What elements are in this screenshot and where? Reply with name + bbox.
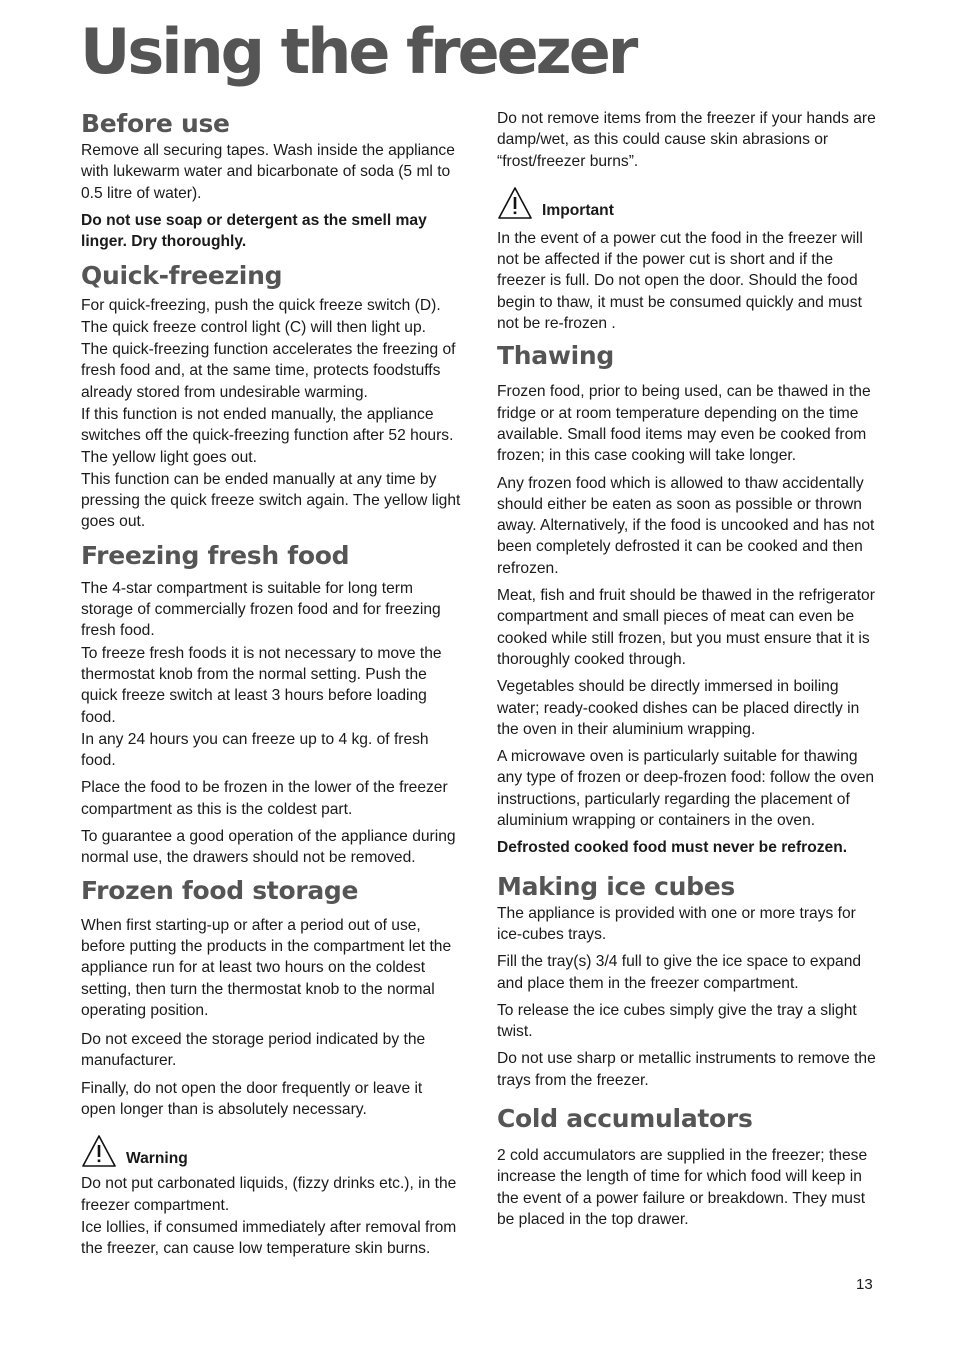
freezing-fresh-food-text: Place the food to be frozen in the lower of the freezer compartment as this is the coldest part.: [81, 779, 448, 818]
ice-cubes-text: Do not use sharp or metallic instruments to remove the trays from the freezer.: [497, 1050, 876, 1089]
section-heading-cold-accumulators: Cold accumulators: [497, 1103, 753, 1133]
important-notice: [497, 186, 881, 220]
section-heading-making-ice-cubes: Making ice cubes: [497, 871, 735, 901]
freezing-fresh-food-text: To guarantee a good operation of the appliance during normal use, the drawers should not be removed.: [81, 828, 456, 867]
warning-text: Ice lollies, if consumed immediately after removal from the freezer, can cause low temperature skin burns.: [81, 1218, 457, 1258]
left-column: [81, 108, 461, 1260]
important-label: Important: [542, 201, 614, 219]
section-heading-before-use: Before use: [81, 109, 230, 138]
section-heading-frozen-food-storage: Frozen food storage: [81, 875, 359, 905]
damp-hands-text: Do not remove items from the freezer if your hands are damp/wet, as this could cause skin abrasions or “frost/freezer burns”.: [497, 110, 876, 170]
freezing-fresh-food-text: In any 24 hours you can freeze up to 4 kg. of fresh food.: [81, 730, 429, 770]
warning-notice: [81, 1134, 461, 1168]
cold-accumulators-text: 2 cold accumulators are supplied in the freezer; these increase the length of time for which food will keep in the event of a power failure or breakdown. They must be placed in the top drawer.: [497, 1146, 868, 1228]
before-use-caution: Do not use soap or detergent as the smell may linger. Dry thoroughly.: [81, 211, 427, 251]
ice-cubes-text: Fill the tray(s) 3/4 full to give the ice space to expand and place them in the freezer compartment.: [497, 953, 862, 992]
page-number: 13: [856, 1276, 873, 1293]
thawing-text: Frozen food, prior to being used, can be thawed in the fridge or at room temperature depending on the time available. Small food items may even be cooked from frozen; in this case cooking will take longer.: [497, 383, 871, 465]
freezing-fresh-food-text: The 4-star compartment is suitable for long term storage of commercially frozen food and for freezing fresh food.: [81, 579, 441, 640]
quick-freezing-text: If this function is not ended manually, the appliance switches off the quick-freezing function after 52 hours. The yellow light goes out.: [81, 405, 454, 466]
before-use-text: Remove all securing tapes. Wash inside the appliance with lukewarm water and bicarbonate of soda (5 ml to 0.5 litre of water).: [81, 142, 455, 202]
right-column: [497, 108, 881, 1236]
frozen-food-storage-text: When first starting-up or after a period out of use, before putting the products in the compartment let the appliance run for at least two hours on the coldest setting, then turn the thermostat knob to the normal operating position.: [81, 916, 452, 1019]
thawing-text: Vegetables should be directly immersed in boiling water; ready-cooked dishes can be placed directly in the oven in their aluminium wrapping.: [497, 678, 860, 738]
quick-freezing-text: The quick-freezing function accelerates the freezing of fresh food and, at the same time, protects foodstuffs already stored from undesirable warming.: [81, 341, 456, 401]
thawing-caution: Defrosted cooked food must never be refrozen.: [497, 839, 848, 857]
warning-label: Warning: [126, 1150, 188, 1168]
thawing-text: A microwave oven is particularly suitable for thawing any type of frozen or deep-frozen food: follow the oven instructions, particularly regarding the placement of aluminium wrapping or containers in the oven.: [497, 748, 875, 830]
quick-freezing-text: For quick-freezing, push the quick freeze switch (D). The quick freeze control light (C) will then light up.: [81, 297, 441, 336]
page-title: Using the freezer: [80, 15, 636, 88]
warning-triangle-icon: [497, 186, 533, 220]
warning-triangle-icon: [81, 1134, 117, 1168]
important-text: In the event of a power cut the food in the freezer will not be affected if the power cut is short and if the freezer is full. Do not open the door. Should the food begin to thaw, it must be consumed quickly and must not be re-frozen .: [497, 229, 863, 333]
freezing-fresh-food-text: To freeze fresh foods it is not necessary to move the thermostat knob from the normal setting. Push the quick freeze switch at least 3 hours before loading food.: [81, 644, 442, 726]
section-heading-freezing-fresh-food: Freezing fresh food: [81, 540, 350, 570]
section-heading-thawing: Thawing: [497, 341, 614, 371]
warning-text: Do not put carbonated liquids, (fizzy drinks etc.), in the freezer compartment.: [81, 1175, 457, 1214]
ice-cubes-text: The appliance is provided with one or more trays for ice-cubes trays.: [497, 904, 856, 943]
frozen-food-storage-text: Do not exceed the storage period indicated by the manufacturer.: [81, 1031, 426, 1070]
frozen-food-storage-text: Finally, do not open the door frequently or leave it open longer than is absolutely necessary.: [81, 1079, 423, 1118]
ice-cubes-text: To release the ice cubes simply give the tray a slight twist.: [497, 1001, 857, 1041]
thawing-text: Any frozen food which is allowed to thaw accidentally should either be eaten as soon as possible or thrown away. Alternatively, if the food is uncooked and has not been completely defrosted it can be cooked and then refrozen.: [497, 474, 875, 577]
quick-freezing-text: This function can be ended manually at any time by pressing the quick freeze switch again. The yellow light goes out.: [81, 470, 461, 531]
thawing-text: Meat, fish and fruit should be thawed in the refrigerator compartment and small pieces of meat can even be cooked while still frozen, but you must ensure that it is thoroughly cooked through.: [497, 587, 875, 668]
section-heading-quick-freezing: Quick-freezing: [81, 261, 283, 291]
